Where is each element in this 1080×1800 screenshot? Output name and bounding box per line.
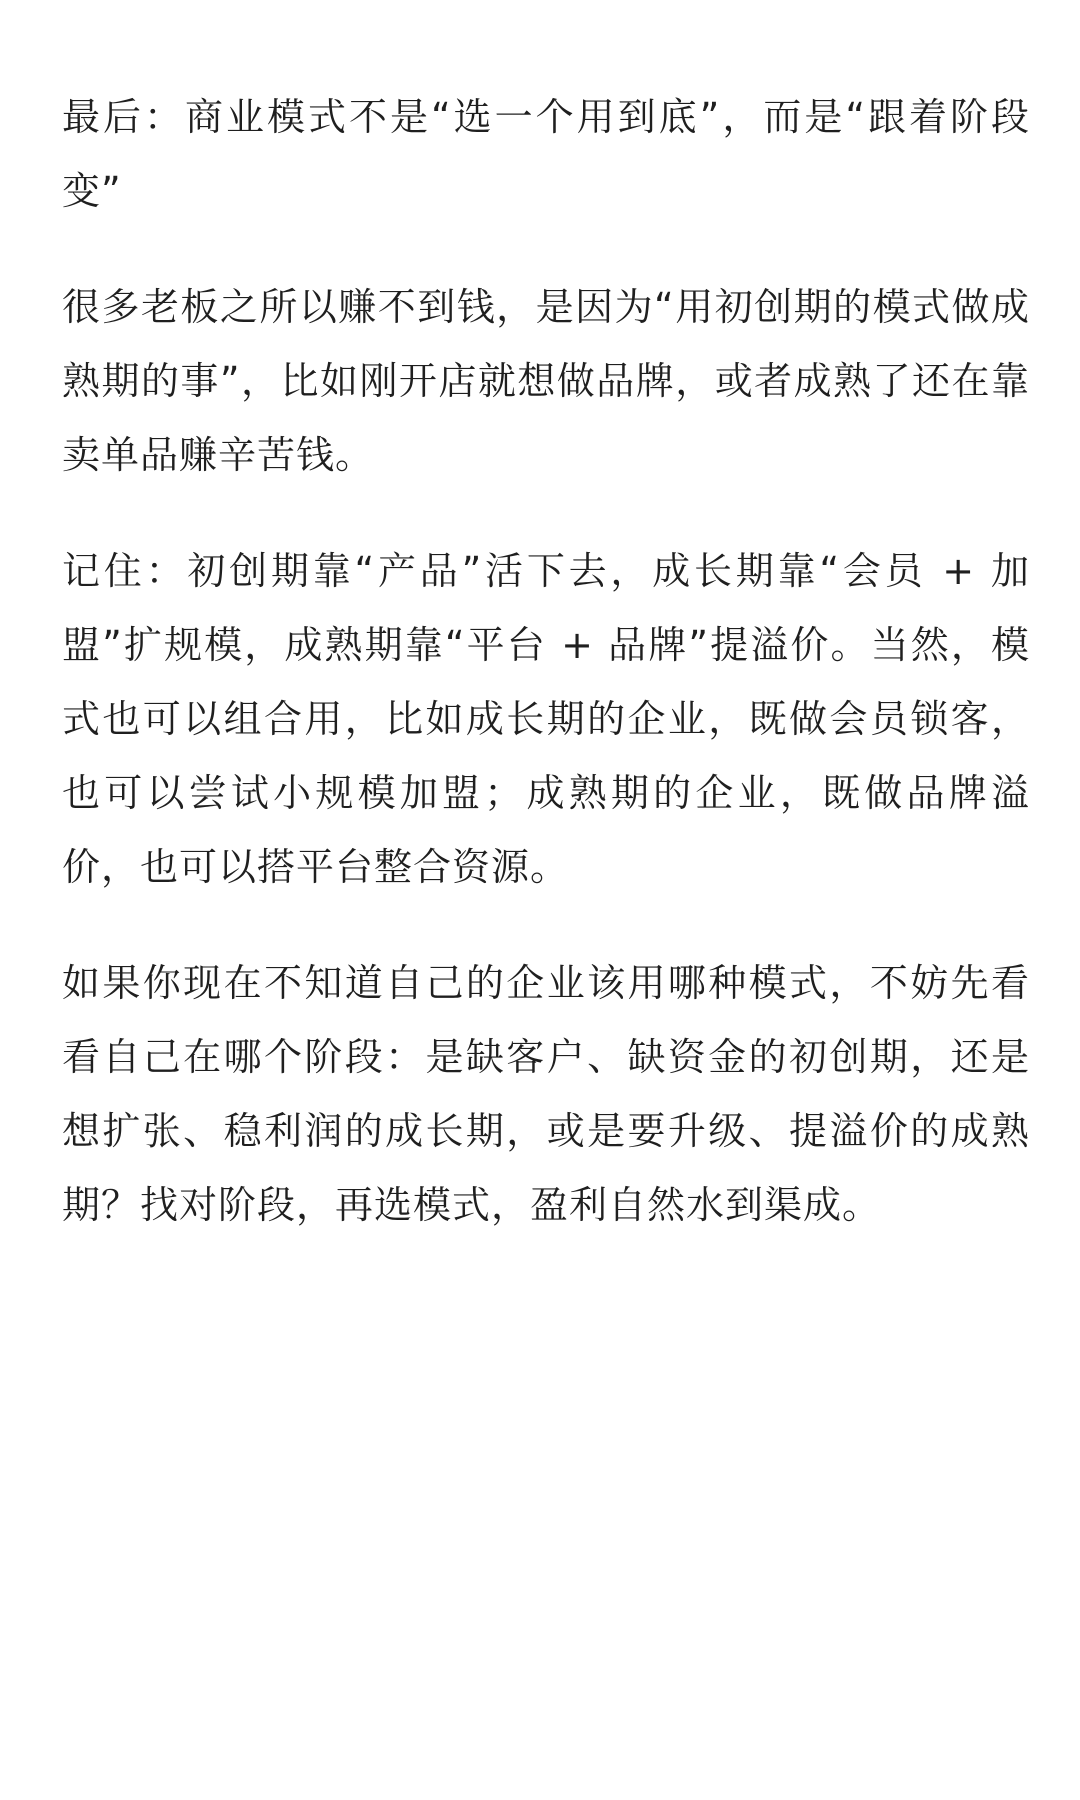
body-paragraph-3: 如果你现在不知道自己的企业该用哪种模式，不妨先看看自己在哪个阶段：是缺客户、缺资金的初创期，还是想扩张、稳利润的成长期，或是要升级、提溢价的成熟期？找对阶段，再选模式，盈利自然水到渠成。 [62,961,1030,1227]
article-body [62,80,1030,1284]
body-paragraph-2: 记住：初创期靠“产品”活下去，成长期靠“会员 + 加盟”扩规模，成熟期靠“平台 + 品牌”提溢价。当然，模式也可以组合用，比如成长期的企业，既做会员锁客，也可以尝试小规模加盟；成熟期的企业，既做品牌溢价，也可以搭平台整合资源。 [62,549,1030,889]
heading-paragraph: 最后：商业模式不是“选一个用到底”，而是“跟着阶段变” [62,95,1030,213]
body-paragraph-1: 很多老板之所以赚不到钱，是因为“用初创期的模式做成熟期的事”，比如刚开店就想做品牌，或者成熟了还在靠卖单品赚辛苦钱。 [62,285,1030,477]
